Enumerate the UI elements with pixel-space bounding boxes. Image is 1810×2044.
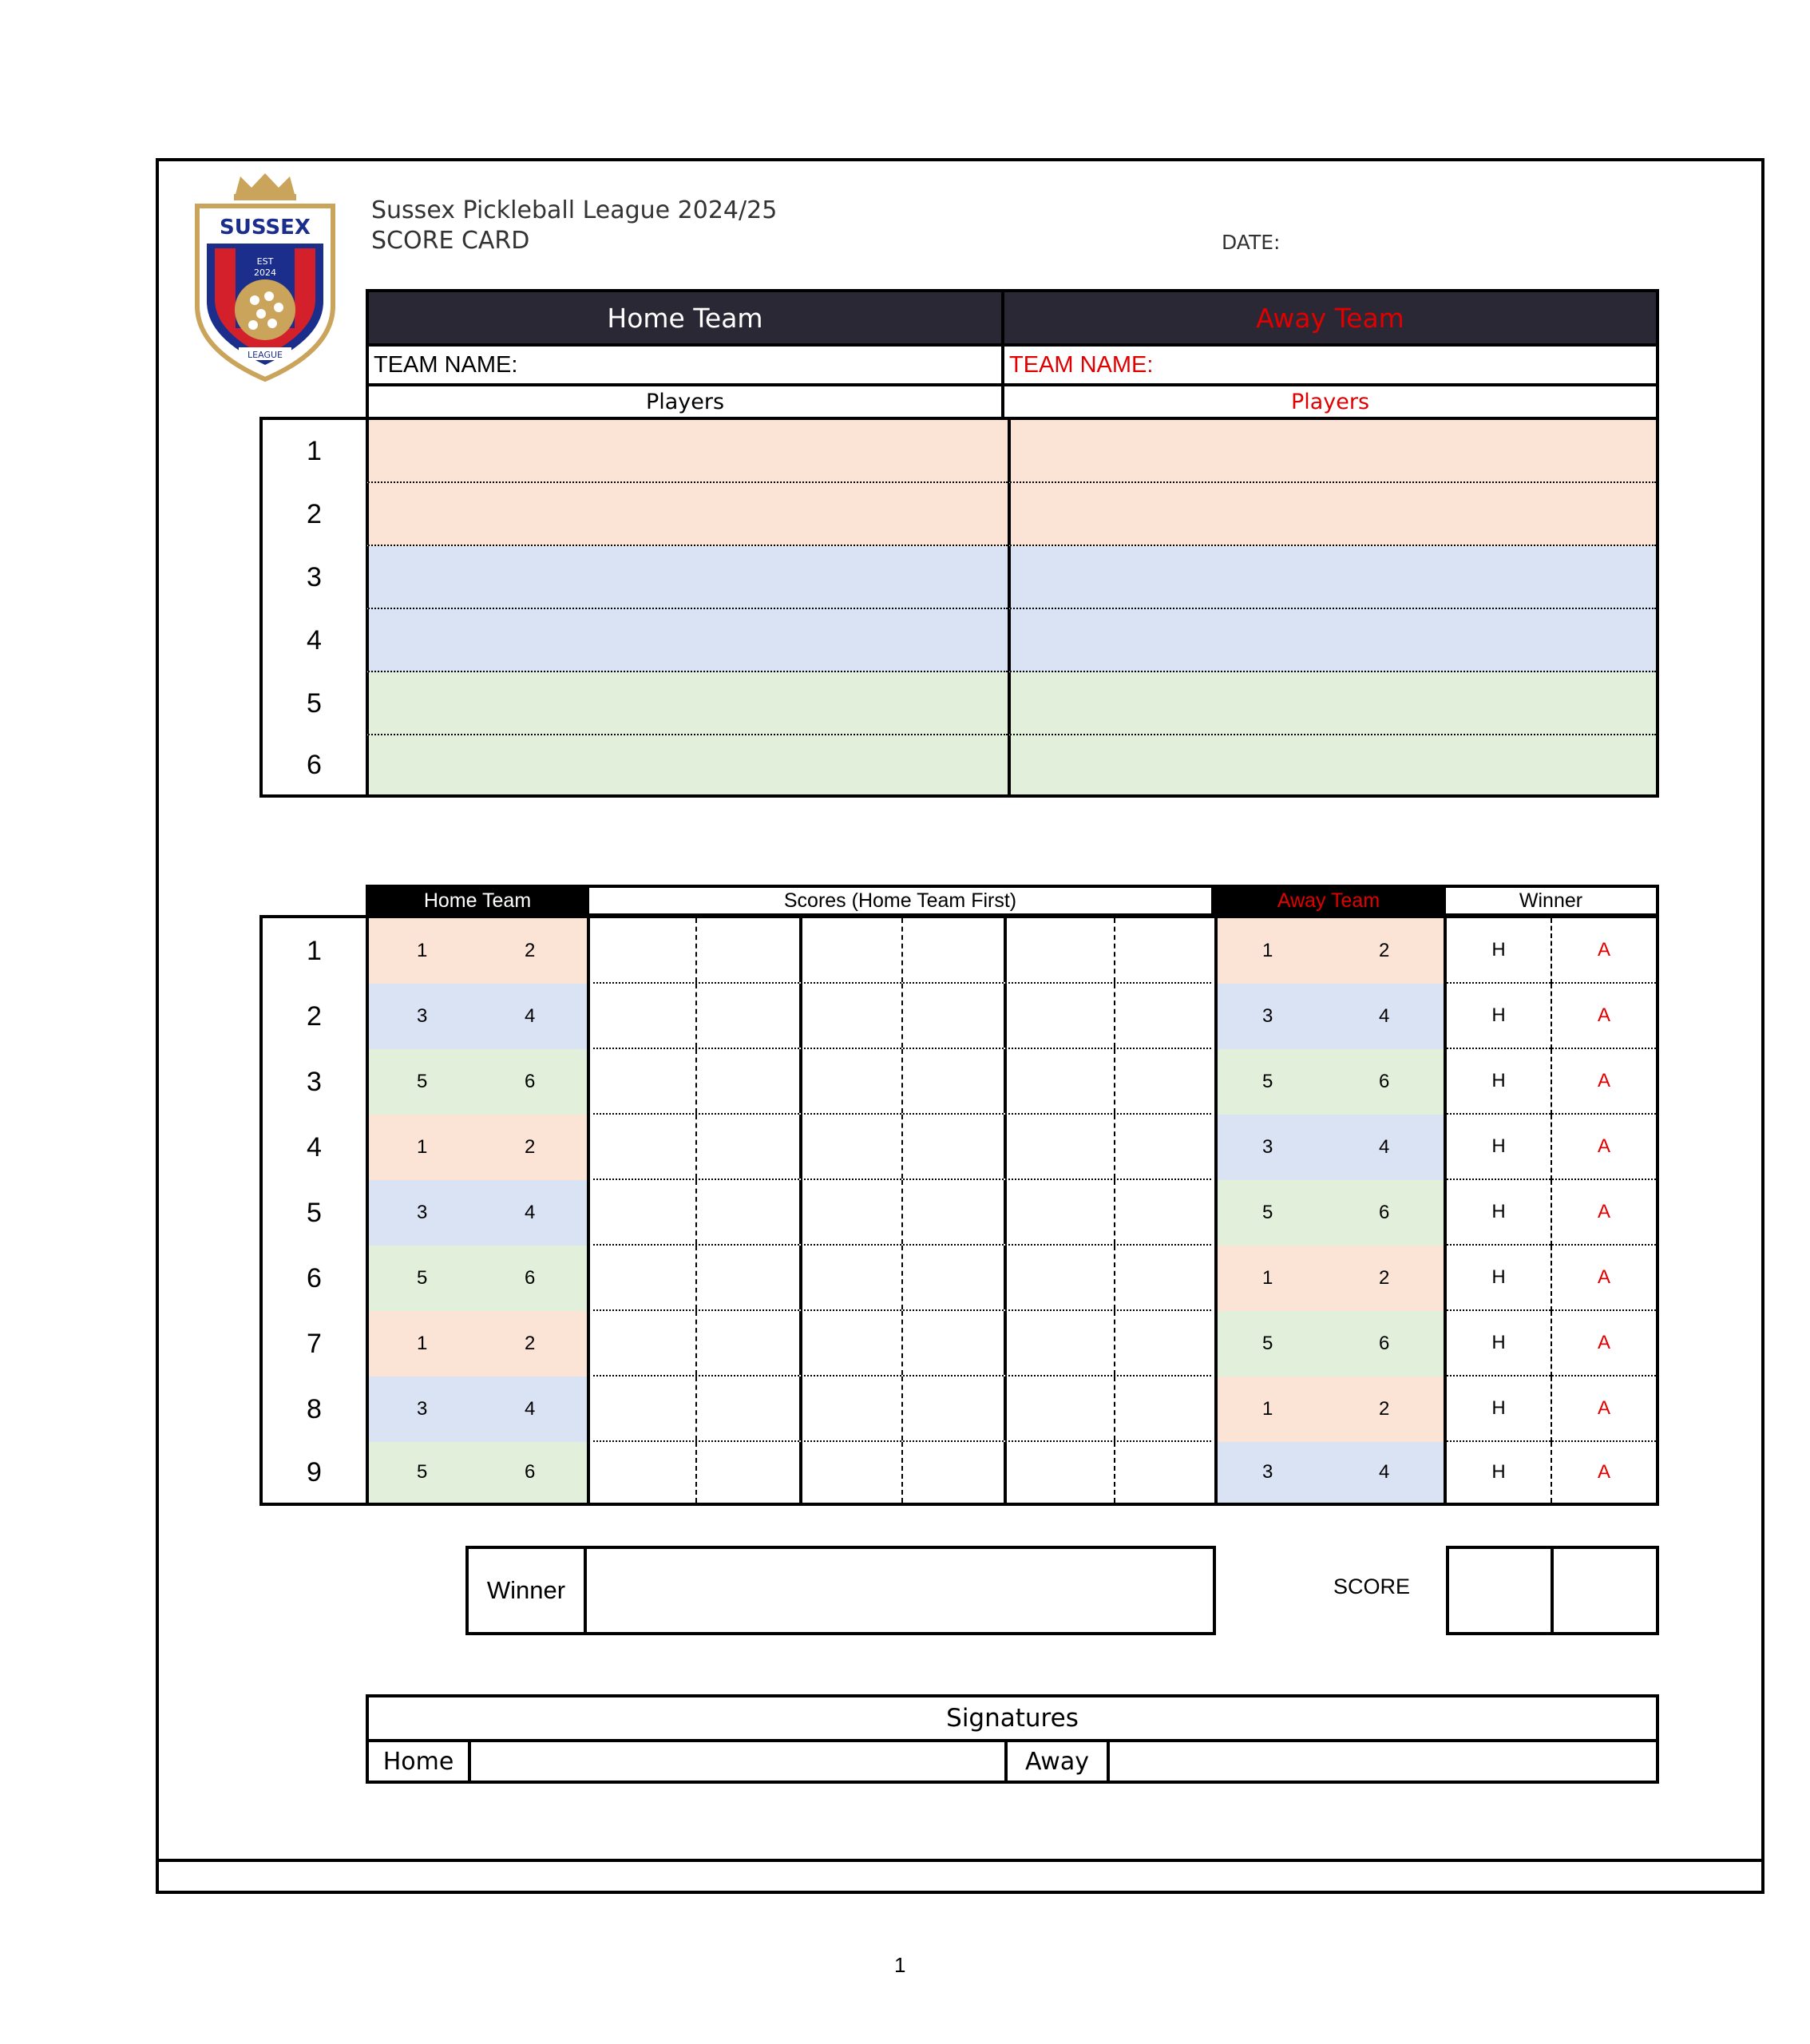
score-cell-divider	[901, 1115, 903, 1178]
score-set-divider	[1004, 1180, 1007, 1244]
game-row	[263, 918, 1656, 984]
winner-home-option[interactable]: H	[1447, 984, 1551, 1049]
score-cell-divider	[901, 1180, 903, 1244]
away-player-number: 2	[1379, 1267, 1390, 1289]
games-scores-header: Scores (Home Team First)	[589, 885, 1214, 917]
home-signature-label: Home	[369, 1742, 471, 1781]
league-title: Sussex Pickleball League 2024/25	[371, 196, 778, 224]
score-cell-divider	[695, 1049, 697, 1113]
score-cells[interactable]	[593, 1377, 1211, 1442]
away-signature-field[interactable]	[1110, 1742, 1656, 1781]
score-cell-divider	[695, 918, 697, 982]
home-pair	[366, 984, 590, 1049]
home-player-field[interactable]	[366, 609, 1008, 672]
away-pair	[1214, 1246, 1447, 1311]
signatures-row	[366, 1739, 1659, 1784]
score-set-divider	[799, 1442, 802, 1503]
score-cells[interactable]	[593, 1115, 1211, 1180]
away-player-number: 6	[1379, 1071, 1390, 1092]
score-cells[interactable]	[593, 984, 1211, 1049]
score-set-divider	[1004, 984, 1007, 1048]
home-player-number: 6	[525, 1071, 536, 1092]
home-pair	[366, 1246, 590, 1311]
score-cells[interactable]	[593, 1442, 1211, 1503]
score-set-divider	[1004, 1311, 1007, 1375]
away-player-number: 4	[1379, 1461, 1390, 1483]
winner-away-option[interactable]: A	[1552, 984, 1656, 1049]
winner-home-option[interactable]: H	[1447, 1115, 1551, 1180]
home-player-number: 4	[525, 1398, 536, 1420]
away-pair	[1214, 1049, 1447, 1115]
home-player-number: 4	[525, 1005, 536, 1027]
game-number: 4	[307, 1131, 322, 1163]
away-player-number: 1	[1262, 1267, 1273, 1289]
logo-text-league: LEAGUE	[248, 350, 283, 360]
home-player-number: 3	[417, 1398, 428, 1420]
away-pair	[1214, 1311, 1447, 1377]
winner-away-option[interactable]: A	[1552, 1049, 1656, 1115]
score-cell-divider	[1114, 1377, 1115, 1440]
score-cells[interactable]	[593, 1246, 1211, 1311]
score-set-divider	[799, 984, 802, 1048]
game-number: 9	[307, 1456, 322, 1487]
away-team-header: Away Team	[1004, 289, 1659, 347]
games-winner-header: Winner	[1446, 885, 1659, 917]
winner-away-option[interactable]: A	[1552, 1180, 1656, 1246]
home-pair	[366, 1377, 590, 1442]
games-home-team-header: Home Team	[366, 885, 589, 917]
logo-text-est: EST	[256, 256, 274, 267]
score-cell-divider	[695, 1180, 697, 1244]
player-row-number: 4	[263, 609, 366, 672]
score-cell-divider	[1114, 1115, 1115, 1178]
home-player-number: 1	[417, 1333, 428, 1354]
away-player-field[interactable]	[1008, 483, 1656, 546]
winner-away-option[interactable]: A	[1552, 1311, 1656, 1377]
away-pair	[1214, 1377, 1447, 1442]
player-row	[263, 735, 1656, 794]
player-row-number: 5	[263, 672, 366, 735]
home-player-number: 2	[525, 1333, 536, 1354]
home-players-label: Players	[366, 386, 1004, 420]
home-player-number: 5	[417, 1071, 428, 1092]
away-pair	[1214, 984, 1447, 1049]
away-player-number: 5	[1262, 1071, 1273, 1092]
score-cell-divider	[695, 984, 697, 1048]
score-label: SCORE	[1333, 1575, 1411, 1598]
away-player-number: 3	[1262, 1005, 1273, 1027]
player-row	[263, 420, 1656, 483]
home-pair	[366, 1311, 590, 1377]
score-set-divider	[1004, 1246, 1007, 1309]
home-signature-field[interactable]	[471, 1742, 1008, 1781]
away-player-number: 1	[1262, 1398, 1273, 1420]
home-team-name-field[interactable]: TEAM NAME:	[366, 347, 1004, 386]
home-player-number: 5	[417, 1461, 428, 1483]
player-row	[263, 483, 1656, 546]
winner-away-option[interactable]: A	[1552, 1246, 1656, 1311]
winner-away-option[interactable]: A	[1597, 1461, 1610, 1483]
away-pair	[1214, 1442, 1447, 1503]
player-row-number: 2	[263, 483, 366, 546]
score-cell-divider	[901, 1377, 903, 1440]
game-row	[263, 1442, 1656, 1503]
home-player-number: 5	[417, 1267, 428, 1289]
match-winner-field[interactable]	[587, 1549, 1213, 1632]
player-row-number: 1	[263, 420, 366, 483]
player-row	[263, 609, 1656, 672]
game-number: 6	[307, 1262, 322, 1293]
game-row	[263, 1115, 1656, 1180]
score-cell-divider	[695, 1311, 697, 1375]
game-row	[263, 1180, 1656, 1246]
score-cells[interactable]	[593, 1049, 1211, 1115]
home-player-number: 1	[417, 1136, 428, 1158]
away-player-number: 2	[1379, 940, 1390, 961]
away-player-number: 5	[1262, 1333, 1273, 1354]
players-table	[259, 417, 1659, 798]
game-row	[263, 984, 1656, 1049]
game-number: 3	[307, 1066, 322, 1097]
score-cell-divider	[901, 1049, 903, 1113]
home-player-field[interactable]	[366, 546, 1008, 609]
home-score-field[interactable]	[1449, 1549, 1551, 1632]
games-table	[259, 915, 1659, 1506]
score-cell-divider	[1114, 1442, 1115, 1503]
winner-home-option[interactable]: H	[1491, 1461, 1506, 1483]
score-cell-divider	[901, 918, 903, 982]
winner-away-option[interactable]: A	[1552, 1115, 1656, 1180]
card-title: SCORE CARD	[371, 227, 530, 255]
away-score-field[interactable]	[1554, 1549, 1656, 1632]
home-player-number: 4	[525, 1202, 536, 1223]
page-frame-footer-strip	[156, 1859, 1764, 1894]
home-player-number: 3	[417, 1202, 428, 1223]
away-player-number: 6	[1379, 1202, 1390, 1223]
home-pair	[366, 1049, 590, 1115]
score-cell-divider	[695, 1377, 697, 1440]
winner-home-option[interactable]: H	[1447, 1311, 1551, 1377]
games-away-team-header: Away Team	[1214, 885, 1446, 917]
away-player-number: 2	[1379, 1398, 1390, 1420]
player-row-number: 6	[263, 735, 366, 794]
away-player-number: 4	[1379, 1136, 1390, 1158]
away-player-field[interactable]	[1008, 546, 1656, 609]
player-row	[263, 672, 1656, 735]
game-number: 5	[307, 1197, 322, 1228]
winner-away-option[interactable]: A	[1552, 1377, 1656, 1442]
logo-text-name: SUSSEX	[220, 216, 311, 240]
score-cell-divider	[1114, 1049, 1115, 1113]
score-set-divider	[799, 918, 802, 982]
score-set-divider	[1004, 918, 1007, 982]
away-player-number: 1	[1262, 940, 1273, 961]
logo-text-year: 2024	[254, 267, 276, 278]
home-team-header: Home Team	[366, 289, 1004, 347]
home-player-number: 2	[525, 940, 536, 961]
game-number: 7	[307, 1328, 322, 1359]
away-player-number: 3	[1262, 1461, 1273, 1483]
away-player-number: 5	[1262, 1202, 1273, 1223]
player-row-number: 3	[263, 546, 366, 609]
away-pair	[1214, 1115, 1447, 1180]
date-label: DATE:	[1222, 231, 1281, 254]
score-set-divider	[799, 1049, 802, 1113]
score-set-divider	[1004, 1115, 1007, 1178]
home-player-number: 6	[525, 1267, 536, 1289]
match-winner-label: Winner	[469, 1549, 587, 1632]
score-cell-divider	[1114, 1180, 1115, 1244]
game-row	[263, 1311, 1656, 1377]
score-set-divider	[799, 1246, 802, 1309]
game-number: 8	[307, 1393, 322, 1424]
away-pair	[1214, 918, 1447, 984]
away-player-number: 3	[1262, 1136, 1273, 1158]
home-pair	[366, 918, 590, 984]
home-pair	[366, 1180, 590, 1246]
score-cell-divider	[1114, 1311, 1115, 1375]
winner-home-option[interactable]: H	[1447, 1246, 1551, 1311]
score-set-divider	[1004, 1049, 1007, 1113]
match-score-box	[1446, 1546, 1659, 1635]
league-logo-shield	[189, 170, 341, 386]
game-row	[263, 1246, 1656, 1311]
away-player-field[interactable]	[1008, 609, 1656, 672]
score-cells[interactable]	[593, 918, 1211, 984]
away-player-number: 6	[1379, 1333, 1390, 1354]
winner-home-option[interactable]: H	[1447, 1377, 1551, 1442]
winner-away-option[interactable]: A	[1552, 918, 1656, 984]
winner-home-option[interactable]: H	[1447, 918, 1551, 984]
home-player-number: 6	[525, 1461, 536, 1483]
game-number: 2	[307, 1000, 322, 1032]
home-player-number: 2	[525, 1136, 536, 1158]
home-player-field[interactable]	[366, 420, 1008, 483]
away-pair	[1214, 1180, 1447, 1246]
score-set-divider	[799, 1180, 802, 1244]
score-cell-divider	[901, 1246, 903, 1309]
away-player-number: 4	[1379, 1005, 1390, 1027]
away-signature-label: Away	[1004, 1742, 1110, 1781]
home-player-field[interactable]	[366, 735, 1008, 794]
game-row	[263, 1377, 1656, 1442]
score-cell-divider	[695, 1115, 697, 1178]
player-row	[263, 546, 1656, 609]
league-logo	[189, 170, 341, 386]
home-pair	[366, 1115, 590, 1180]
score-cells[interactable]	[593, 1180, 1211, 1246]
score-set-divider	[799, 1311, 802, 1375]
score-cell-divider	[1114, 984, 1115, 1048]
score-cell-divider	[695, 1442, 697, 1503]
away-team-name-field[interactable]: TEAM NAME:	[1004, 347, 1659, 386]
score-cell-divider	[901, 1311, 903, 1375]
home-player-number: 1	[417, 940, 428, 961]
score-set-divider	[799, 1377, 802, 1440]
away-players-label: Players	[1004, 386, 1659, 420]
score-cell-divider	[695, 1246, 697, 1309]
score-cell-divider	[1114, 918, 1115, 982]
game-row	[263, 1049, 1656, 1115]
winner-home-option[interactable]: H	[1447, 1049, 1551, 1115]
score-cell-divider	[901, 984, 903, 1048]
score-cell-divider	[901, 1442, 903, 1503]
away-player-field[interactable]	[1008, 735, 1656, 794]
score-set-divider	[799, 1115, 802, 1178]
score-cells[interactable]	[593, 1311, 1211, 1377]
score-set-divider	[1004, 1442, 1007, 1503]
score-cell-divider	[1114, 1246, 1115, 1309]
away-player-field[interactable]	[1008, 672, 1656, 735]
home-pair	[366, 1442, 590, 1503]
home-player-field[interactable]	[366, 672, 1008, 735]
signatures-title: Signatures	[366, 1694, 1659, 1742]
game-number: 1	[307, 935, 322, 966]
match-winner-box	[465, 1546, 1216, 1635]
home-player-field[interactable]	[366, 483, 1008, 546]
home-player-number: 3	[417, 1005, 428, 1027]
page-number: 1	[894, 1953, 906, 1977]
score-set-divider	[1004, 1377, 1007, 1440]
winner-home-option[interactable]: H	[1447, 1180, 1551, 1246]
away-player-field[interactable]	[1008, 420, 1656, 483]
